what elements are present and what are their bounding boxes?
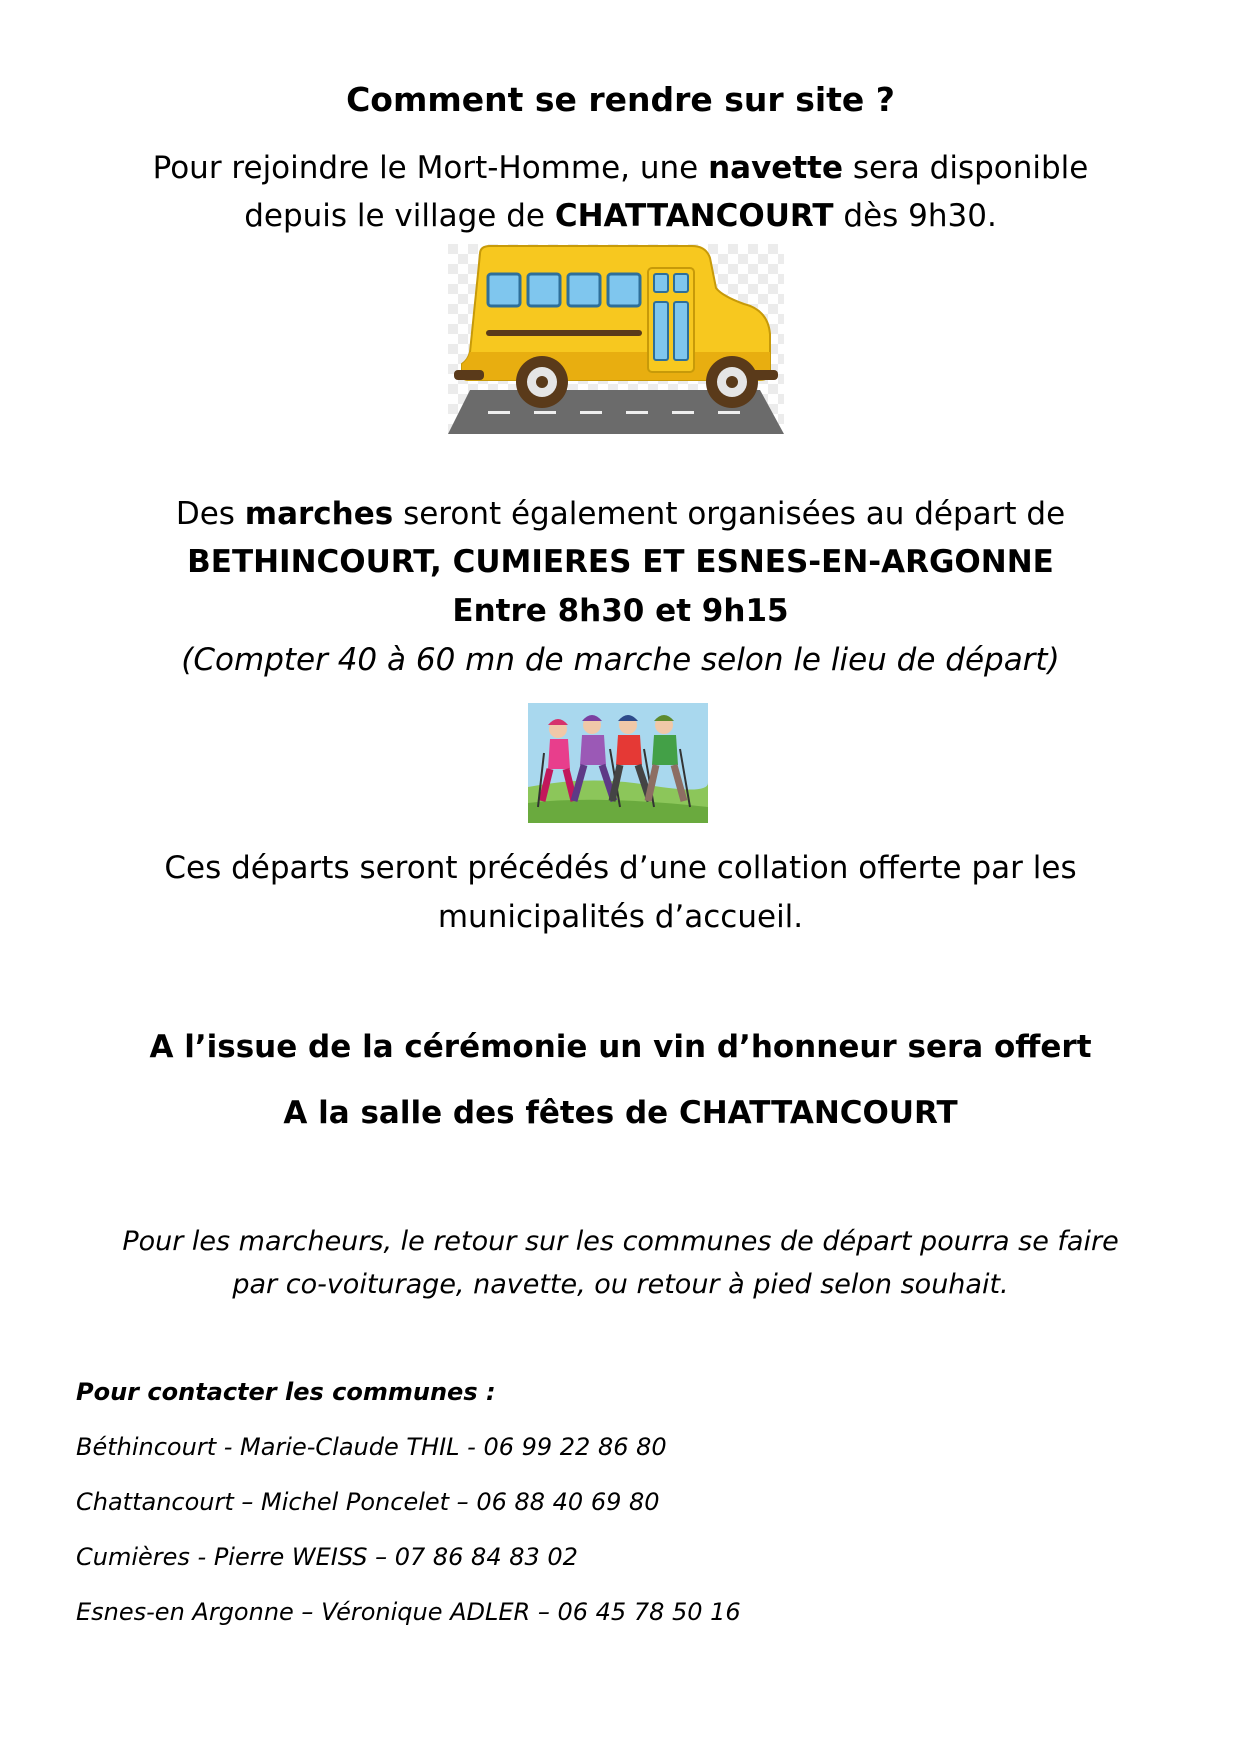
shuttle-line-2 <box>0 198 1241 234</box>
walks-time: Entre 8h30 et 9h15 <box>452 593 789 629</box>
contact-item: Chattancourt – Michel Poncelet – 06 88 40 69 80 <box>76 1488 660 1516</box>
school-bus-icon <box>448 244 784 434</box>
reception-line-1: A l’issue de la cérémonie un vin d’honneur sera offert <box>149 1029 1092 1065</box>
contact-item: Esnes-en Argonne – Véronique ADLER – 06 45 78 50 16 <box>76 1598 741 1626</box>
walks-text-a: Des <box>175 496 245 532</box>
page-title: Comment se rendre sur site ? <box>346 80 895 119</box>
reception-line-2: A la salle des fêtes de CHATTANCOURT <box>283 1095 958 1131</box>
shuttle-line-1 <box>0 150 1241 186</box>
contact-item: Cumières - Pierre WEISS – 07 86 84 83 02 <box>76 1543 578 1571</box>
nordic-walkers-icon <box>528 703 708 823</box>
shuttle-text-e: dès 9h30. <box>833 198 997 234</box>
walks-line-1 <box>0 496 1241 532</box>
collation-line-1: Ces départs seront précédés d’une collation offerte par les <box>164 850 1077 886</box>
contact-item: Béthincourt - Marie-Claude THIL - 06 99 22 86 80 <box>76 1433 667 1461</box>
shuttle-emphasis-navette: navette <box>708 150 843 186</box>
walks-duration: (Compter 40 à 60 mn de marche selon le lieu de départ) <box>181 642 1060 678</box>
shuttle-text-c: sera disponible <box>842 150 1089 186</box>
walks-text-c: seront également organisées au départ de <box>393 496 1066 532</box>
return-note-line-2: par co-voiturage, navette, ou retour à pied selon souhait. <box>232 1269 1009 1300</box>
contacts-title: Pour contacter les communes : <box>76 1378 496 1406</box>
shuttle-text-d: depuis le village de <box>244 198 555 234</box>
shuttle-text-a: Pour rejoindre le Mort-Homme, une <box>152 150 709 186</box>
walks-villages: BETHINCOURT, CUMIERES ET ESNES-EN-ARGONNE <box>187 544 1054 580</box>
shuttle-emphasis-village: CHATTANCOURT <box>554 198 834 234</box>
walks-emphasis-marches: marches <box>244 496 394 532</box>
collation-line-2: municipalités d’accueil. <box>437 899 804 935</box>
return-note-line-1: Pour les marcheurs, le retour sur les communes de départ pourra se faire <box>122 1226 1119 1257</box>
